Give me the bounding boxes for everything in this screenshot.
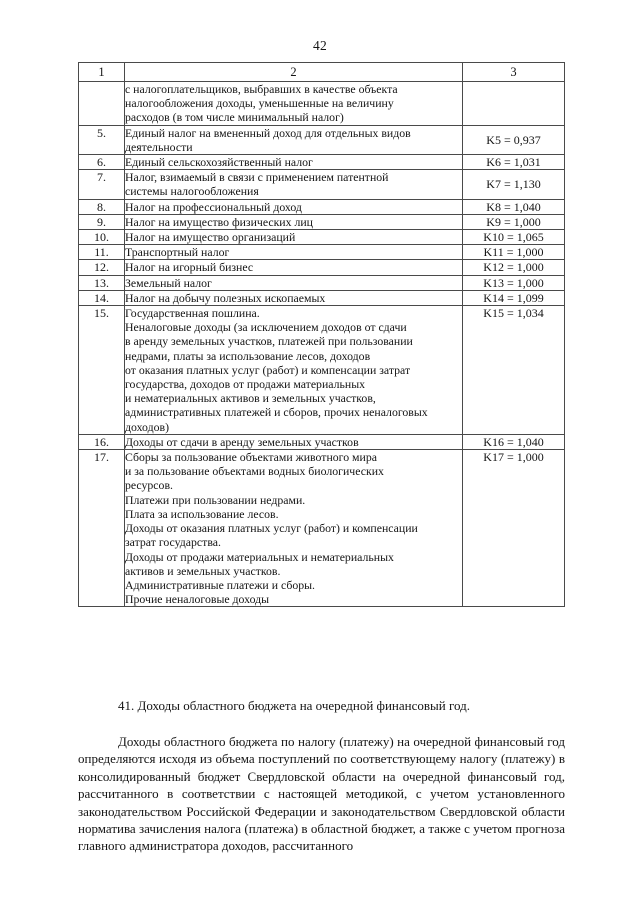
- table-cell-number: 8.: [79, 199, 125, 214]
- description-line: Прочие неналоговые доходы: [125, 592, 270, 607]
- table-cell-number: 17.: [79, 450, 125, 607]
- table-row: [79, 230, 565, 245]
- table-cell-number: 12.: [79, 260, 125, 275]
- description-line: Сборы за пользование объектами животного мира: [125, 450, 377, 465]
- table-cell-coefficient: K15 = 1,034: [463, 306, 565, 435]
- table-header-cell-1: 1: [79, 63, 125, 82]
- table-cell-number: 15.: [79, 306, 125, 435]
- description-line: и за пользование объектами водных биологических: [125, 464, 384, 479]
- description-line: Налог на профессиональный доход: [125, 199, 302, 214]
- table-row: [79, 450, 565, 607]
- table-header-row: [79, 63, 565, 82]
- description-line: деятельности: [125, 139, 193, 154]
- table-cell-description: [125, 214, 463, 229]
- table-cell-coefficient: K5 = 0,937: [463, 125, 565, 154]
- table-cell-number: 11.: [79, 245, 125, 260]
- table-cell-coefficient: K8 = 1,040: [463, 199, 565, 214]
- table-cell-number: 7.: [79, 170, 125, 199]
- table-cell-description: [125, 170, 463, 199]
- table-cell-coefficient: K14 = 1,099: [463, 290, 565, 305]
- table-cell-coefficient: K17 = 1,000: [463, 450, 565, 607]
- table-row: [79, 275, 565, 290]
- description-line: Административные платежи и сборы.: [125, 577, 316, 592]
- description-line: государства, доходов от продажи материальных: [125, 377, 366, 392]
- table-cell-description: [125, 230, 463, 245]
- description-line: Налог на добычу полезных ископаемых: [125, 290, 326, 305]
- table-row: [79, 290, 565, 305]
- table-cell-number: 9.: [79, 214, 125, 229]
- table-cell-number: [79, 82, 125, 126]
- body-paragraph: Доходы областного бюджета по налогу (платежу) на очередной финансовый год определяются исходя из объема поступлений по соответствующему налогу (платежу) в консолидированный бюджет Свердловской области на очередной финансовый год, рассчитанного в соответствии с настоящей методикой, с учетом установленного законодательством Российской Федерации и законодательством Свердловской области норматива зачисления налога (платежа) в областной бюджет, а также с учетом прогноза главного администратора доходов, рассчитанного: [78, 734, 565, 854]
- table-row: [79, 306, 565, 435]
- table-cell-coefficient: K6 = 1,031: [463, 155, 565, 170]
- description-line: с налогоплательщиков, выбравших в качестве объекта: [125, 82, 398, 96]
- table-cell-number: 13.: [79, 275, 125, 290]
- description-line: Плата за использование лесов.: [125, 506, 279, 521]
- description-line: Неналоговые доходы (за исключением доходов от сдачи: [125, 320, 407, 335]
- table-cell-description: [125, 290, 463, 305]
- table-header-cell-3: 3: [463, 63, 565, 82]
- table-row: [79, 260, 565, 275]
- table-cell-coefficient: [463, 82, 565, 126]
- description-line: активов и земельных участков.: [125, 563, 281, 578]
- table-cell-coefficient: K9 = 1,000: [463, 214, 565, 229]
- page-number: 42: [313, 38, 327, 53]
- description-line: Налог, взимаемый в связи с применением патентной: [125, 170, 389, 185]
- description-line: Доходы от продажи материальных и нематериальных: [125, 549, 394, 564]
- description-line: Единый налог на вмененный доход для отдельных видов: [125, 125, 411, 140]
- table-cell-number: 16.: [79, 434, 125, 449]
- table-cell-description: [125, 450, 463, 607]
- table-cell-coefficient: K7 = 1,130: [463, 170, 565, 199]
- table-cell-coefficient: K11 = 1,000: [463, 245, 565, 260]
- section-heading: 41. Доходы областного бюджета на очередной финансовый год.: [118, 698, 470, 713]
- table-cell-number: 5.: [79, 125, 125, 154]
- description-line: в аренду земельных участков, платежей при пользовании: [125, 334, 413, 349]
- table-row: [79, 82, 565, 126]
- description-line: недрами, платы за использование лесов, доходов: [125, 348, 371, 363]
- description-line: Налог на игорный бизнес: [125, 260, 254, 275]
- table-header-cell-2: 2: [125, 63, 463, 82]
- table-cell-description: [125, 125, 463, 154]
- description-line: системы налогообложения: [125, 184, 259, 199]
- description-line: Транспортный налог: [125, 245, 230, 260]
- description-line: от оказания платных услуг (работ) и компенсации затрат: [125, 362, 411, 377]
- table-cell-description: [125, 199, 463, 214]
- table-cell-number: 6.: [79, 155, 125, 170]
- table-cell-coefficient: K16 = 1,040: [463, 434, 565, 449]
- description-line: Государственная пошлина.: [125, 306, 260, 321]
- description-line: Налог на имущество физических лиц: [125, 214, 313, 229]
- table-cell-description: [125, 82, 463, 126]
- description-line: расходов (в том числе минимальный налог): [125, 110, 344, 125]
- table-cell-description: [125, 260, 463, 275]
- table-row: [79, 125, 565, 154]
- table-row: [79, 434, 565, 449]
- table-cell-description: [125, 434, 463, 449]
- table-cell-description: [125, 155, 463, 170]
- description-line: административных платежей и сборов, прочих неналоговых: [125, 405, 428, 420]
- table-cell-number: 14.: [79, 290, 125, 305]
- description-line: Доходы от оказания платных услуг (работ) и компенсации: [125, 521, 418, 536]
- table-row: [79, 245, 565, 260]
- description-line: Платежи при пользовании недрами.: [125, 492, 306, 507]
- coefficients-table: [78, 62, 565, 607]
- description-line: Земельный налог: [125, 275, 212, 290]
- table-cell-description: [125, 275, 463, 290]
- table-row: [79, 155, 565, 170]
- description-line: Доходы от сдачи в аренду земельных участков: [125, 434, 359, 449]
- table-row: [79, 199, 565, 214]
- table-cell-coefficient: K10 = 1,065: [463, 230, 565, 245]
- description-line: ресурсов.: [125, 478, 173, 493]
- table-cell-number: 10.: [79, 230, 125, 245]
- description-line: затрат государства.: [125, 535, 221, 550]
- table-cell-coefficient: K12 = 1,000: [463, 260, 565, 275]
- table-cell-description: [125, 245, 463, 260]
- description-line: доходов): [125, 419, 170, 434]
- description-line: налогообложения доходы, уменьшенные на величину: [125, 96, 394, 111]
- table-cell-description: [125, 306, 463, 435]
- description-line: и нематериальных активов и земельных участков,: [125, 391, 376, 406]
- table-row: [79, 214, 565, 229]
- description-line: Единый сельскохозяйственный налог: [125, 155, 313, 170]
- description-line: Налог на имущество организаций: [125, 230, 296, 245]
- table-cell-coefficient: K13 = 1,000: [463, 275, 565, 290]
- table-row: [79, 170, 565, 199]
